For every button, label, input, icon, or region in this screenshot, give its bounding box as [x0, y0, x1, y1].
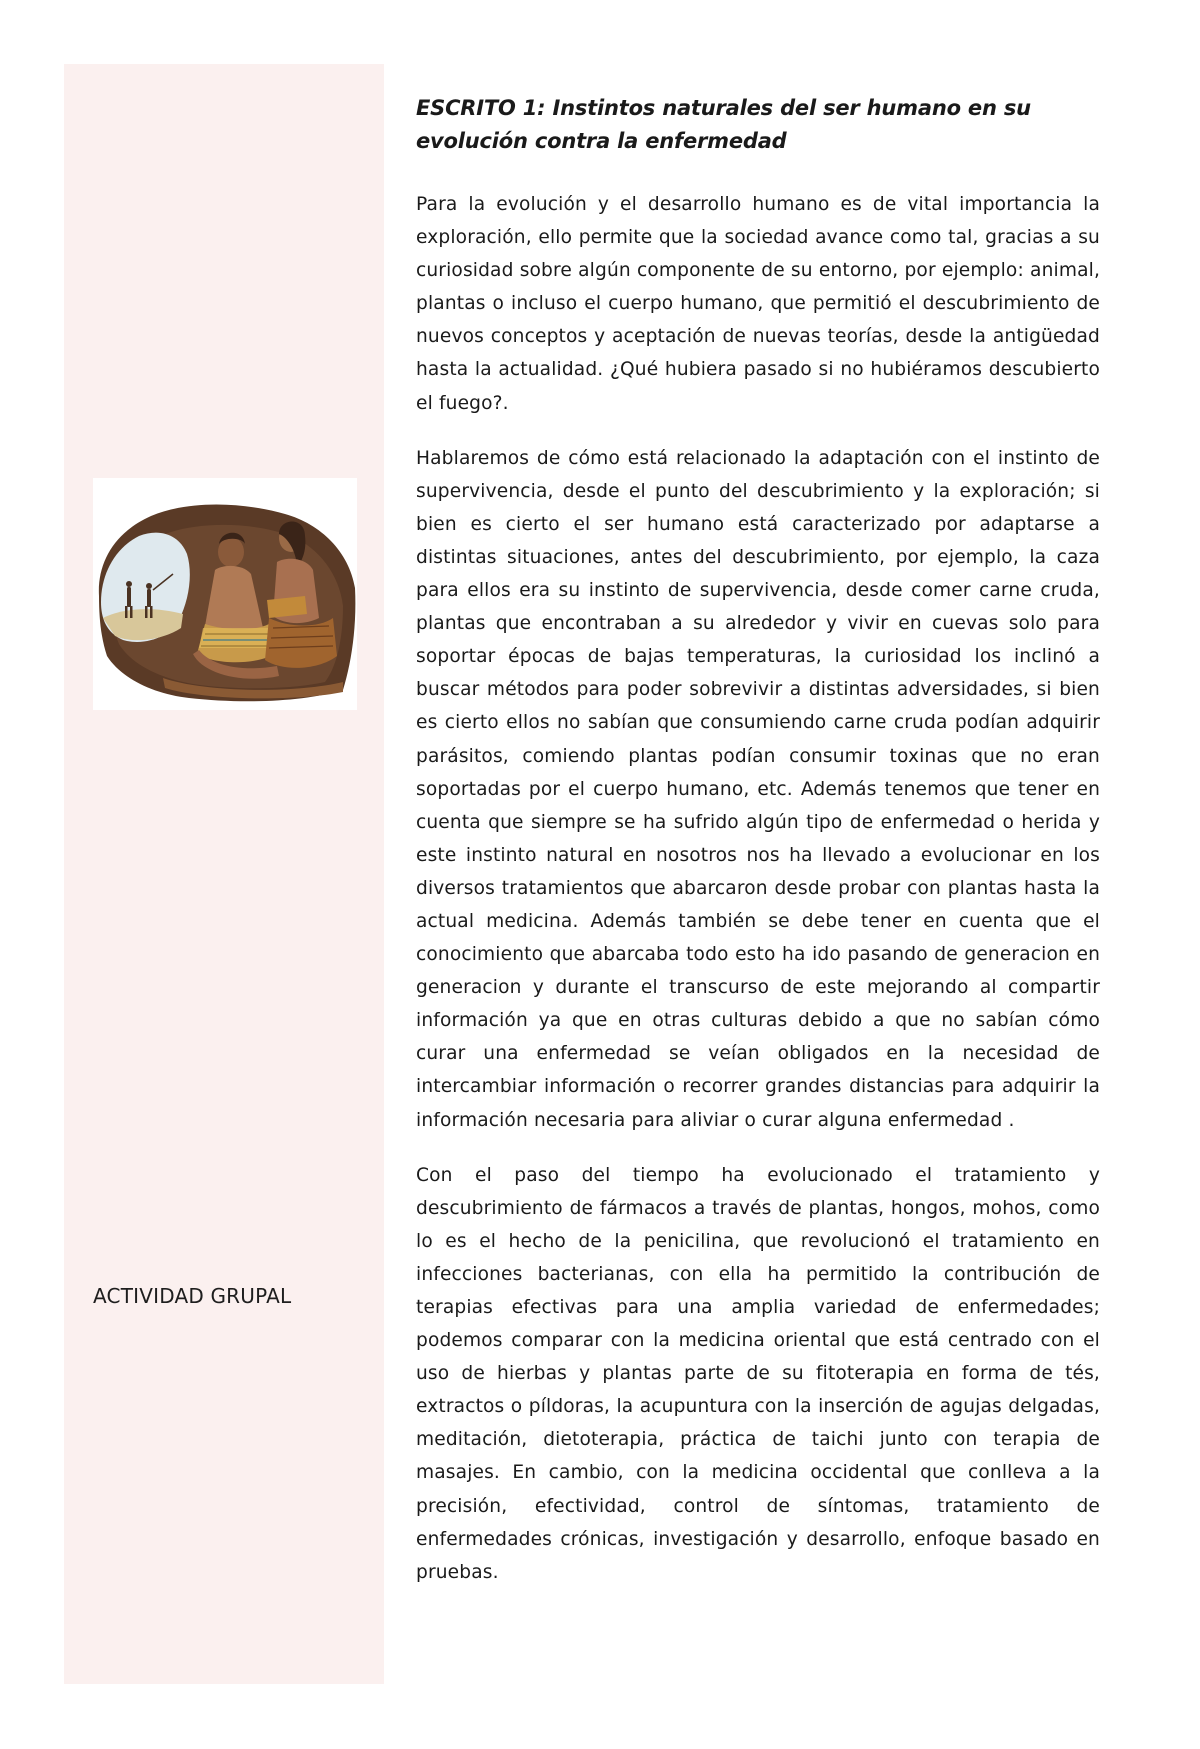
article-paragraph: Hablaremos de cómo está relacionado la adaptación con el instinto de supervivencia, desde el punto del descubrimiento y la exploración; si bien es cierto el ser humano está caracterizado por adaptarse a distintas situaciones, antes del descubrimiento, por ejemplo, la caza para ellos era su instinto de supervivencia, desde comer carne cruda, plantas que encontraban a su alrededor y vivir en cuevas solo para soportar épocas de bajas temperaturas, la curiosidad los inclinó a buscar métodos para poder sobrevivir a distintas adversidades, si bien es cierto ellos no sabían que consumiendo carne cruda podían adquirir parásitos, comiendo plantas podían consumir toxinas que no eran soportadas por el cuerpo humano, etc. Además tenemos que tener en cuenta que siempre se ha sufrido algún tipo de enfermedad o herida y este instinto natural en nosotros nos ha llevado a evolucionar en los diversos tratamientos que abarcaron desde probar con plantas hasta la actual medicina. Además también se debe tener en cuenta que el conocimiento que abarcaba todo esto ha ido pasando de generacion en generacion y durante el transcurso de este mejorando al compartir información ya que en otras culturas debido a que no sabían cómo curar una enfermedad se veían obligados en la necesidad de intercambiar información o recorrer grandes distancias para adquirir la información necesaria para aliviar o curar alguna enfermedad . [416, 447, 1100, 1131]
article-paragraph: Con el paso del tiempo ha evolucionado el tratamiento y descubrimiento de fármacos a través de plantas, hongos, mohos, como lo es el hecho de la penicilina, que revolucionó el tratamiento en infecciones bacterianas, con ella ha permitido la contribución de terapias efectivas para una amplia variedad de enfermedades; podemos comparar con la medicina oriental que está centrado con el uso de hierbas y plantas parte de su fitoterapia en forma de tés, extractos o píldoras, la acupuntura con la inserción de agujas delgadas, meditación, dietoterapia, práctica de taichi junto con terapia de masajes. En cambio, con la medicina occidental que conlleva a la precisión, efectividad, control de síntomas, tratamiento de enfermedades crónicas, investigación y desarrollo, enfoque basado en pruebas. [416, 1164, 1100, 1583]
sidebar-panel [64, 64, 384, 1684]
cave-dwellers-illustration [93, 478, 357, 710]
article-body [416, 92, 1100, 1611]
cave-illustration-svg [93, 478, 357, 710]
activity-label: ACTIVIDAD GRUPAL [93, 1284, 292, 1308]
article-paragraph: Para la evolución y el desarrollo humano es de vital importancia la exploración, ello permite que la sociedad avance como tal, gracias a su curiosidad sobre algún componente de su entorno, por ejemplo: animal, plantas o incluso el cuerpo humano, que permitió el descubrimiento de nuevos conceptos y aceptación de nuevas teorías, desde la antigüedad hasta la actualidad. ¿Qué hubiera pasado si no hubiéramos descubierto el fuego?. [416, 194, 1100, 414]
article-title: ESCRITO 1: Instintos naturales del ser humano en su evolución contra la enfermedad [416, 96, 1031, 153]
